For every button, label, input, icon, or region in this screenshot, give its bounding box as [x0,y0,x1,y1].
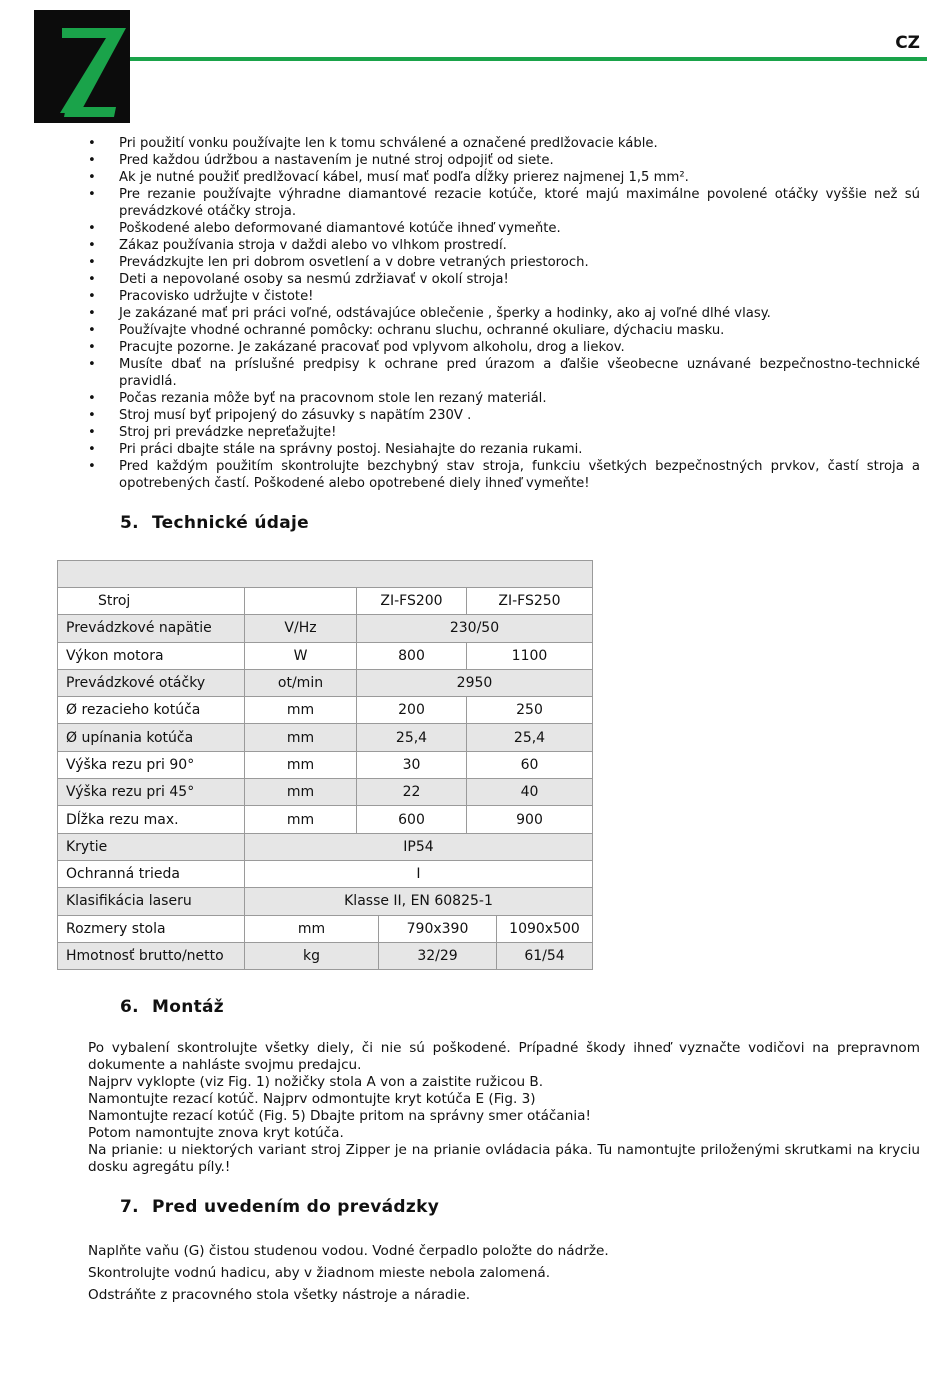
section-title: Pred uvedením do prevádzky [152,1197,440,1217]
list-item: • Pri práci dbajte stále na správny postoj. Nesiahajte do rezania rukami. [88,441,920,458]
paragraph: Namontujte rezací kotúč (Fig. 5) Dbajte pritom na správny smer otáčania! [88,1108,591,1124]
table-cell-unit: V/Hz [245,615,357,642]
table-cell-unit: mm [245,806,357,833]
table-cell-unit: mm [245,751,357,778]
table-cell-value: 600 [357,806,467,833]
table-cell-value: 230/50 [357,615,593,642]
table-blank-header [58,561,593,588]
table-row [58,615,593,642]
list-item: • Pri použití vonku používajte len k tomu schválené a označené predlžovacie káble. [88,135,920,152]
table-cell-value: IP54 [245,833,593,860]
table-cell-label: Prevádzkové otáčky [58,669,245,696]
paragraph: Po vybalení skontrolujte všetky diely, či nie sú poškodené. Prípadné škody ihneď vyznačte vodičovi na prepravnom dokumente a nahláste svojmu predajcu. [88,1040,920,1073]
section-heading-before-operation [120,1197,439,1217]
table-cell-unit [245,588,357,615]
safety-bullet-list [88,135,920,492]
table-cell-label: Hmotnosť brutto/netto [58,942,245,969]
table-cell-value: 61/54 [497,942,593,969]
table-cell-label: Krytie [58,833,245,860]
section-number: 7. [120,1197,139,1217]
list-item: • Prevádzkujte len pri dobrom osvetlení a v dobre vetraných priestoroch. [88,254,920,271]
table-cell-label: Prevádzkové napätie [58,615,245,642]
table-cell-value: Klasse II, EN 60825-1 [245,888,593,915]
table-cell-value: 2950 [357,669,593,696]
table-row [58,724,593,751]
table-cell-unit: mm [245,915,379,942]
table-row [58,806,593,833]
paragraph: Skontrolujte vodnú hadicu, aby v žiadnom mieste nebola zalomená. [88,1265,551,1281]
list-item: • Poškodené alebo deformované diamantové kotúče ihneď vymeňte. [88,220,920,237]
section-heading-assembly [120,997,224,1017]
table-cell-unit: mm [245,697,357,724]
paragraph: Potom namontujte znova kryt kotúča. [88,1125,344,1141]
list-item: • Ak je nutné použiť predlžovací kábel, musí mať podľa dĺžky prierez najmenej 1,5 mm². [88,169,920,186]
list-item: • Je zakázané mať pri práci voľné, odstávajúce oblečenie , šperky a hodinky, ako aj voľné dlhé vlasy. [88,305,920,322]
table-cell-label: Výška rezu pri 90° [58,751,245,778]
table-cell-unit: kg [245,942,379,969]
technical-data-table [57,560,593,970]
list-item: • Musíte dbať na príslušné predpisy k ochrane pred úrazom a ďalšie všeobecne uznávané bezpečnostno-technické pravidlá. [88,356,920,390]
before-operation-text [88,1243,920,1309]
list-item: • Pracujte pozorne. Je zakázané pracovať pod vplyvom alkoholu, drog a liekov. [88,339,920,356]
list-item: • Pre rezanie používajte výhradne diamantové rezacie kotúče, ktoré majú maximálne povolené otáčky vyššie než sú prevádzkové otáčky stroja. [88,186,920,220]
paragraph: Namontujte rezací kotúč. Najprv odmontujte kryt kotúča E (Fig. 3) [88,1091,536,1107]
table-cell-value: 32/29 [379,942,497,969]
table-cell-unit: mm [245,724,357,751]
table-cell-value: 1100 [467,642,593,669]
table-cell-unit: W [245,642,357,669]
table-row [58,942,593,969]
list-item: • Stroj musí byť pripojený do zásuvky s napätím 230V . [88,407,920,424]
table-cell-value: 25,4 [467,724,593,751]
table-cell-value: 22 [357,779,467,806]
list-item: • Počas rezania môže byť na pracovnom stole len rezaný materiál. [88,390,920,407]
table-cell-value: 25,4 [357,724,467,751]
table-cell-unit: ot/min [245,669,357,696]
table-row [58,669,593,696]
table-row [58,751,593,778]
table-cell-value: 1090x500 [497,915,593,942]
header-rule [130,57,927,61]
table-cell-label: Dĺžka rezu max. [58,806,245,833]
section-number: 6. [120,997,139,1017]
section-number: 5. [120,513,139,533]
table-row [58,561,593,588]
table-row [58,833,593,860]
table-cell-label: Výška rezu pri 45° [58,779,245,806]
list-item: • Deti a nepovolané osoby sa nesmú zdržiavať v okolí stroja! [88,271,920,288]
list-item: • Pred každou údržbou a nastavením je nutné stroj odpojiť od siete. [88,152,920,169]
table-row [58,779,593,806]
section-title: Montáž [152,997,224,1017]
table-row [58,888,593,915]
table-cell-label: Ø upínania kotúča [58,724,245,751]
table-row [58,860,593,887]
table-cell-value: 250 [467,697,593,724]
paragraph: Odstráňte z pracovného stola všetky nástroje a náradie. [88,1287,471,1303]
z-logo-icon [34,10,130,123]
table-cell-label: Ø rezacieho kotúča [58,697,245,724]
table-cell-value: 790x390 [379,915,497,942]
table-cell-value: 800 [357,642,467,669]
table-cell-label: Výkon motora [58,642,245,669]
table-row [58,697,593,724]
table-cell-model: ZI-FS200 [357,588,467,615]
table-cell-label: Rozmery stola [58,915,245,942]
table-cell-value: 40 [467,779,593,806]
paragraph: Na prianie: u niektorých variant stroj Zipper je na prianie ovládacia páka. Tu namontujte priloženými skrutkami na kryciu dosku agregátu píly.! [88,1142,920,1175]
list-item: • Stroj pri prevádzke nepreťažujte! [88,424,920,441]
table-cell-value: 60 [467,751,593,778]
table-cell-model: ZI-FS250 [467,588,593,615]
table-cell-value: 200 [357,697,467,724]
zipper-logo [34,10,130,123]
assembly-text [88,1040,920,1176]
list-item: • Pracovisko udržujte v čistote! [88,288,920,305]
table-cell-label: Klasifikácia laseru [58,888,245,915]
section-title: Technické údaje [152,513,309,533]
table-cell-label: Stroj [58,588,245,615]
table-row [58,588,593,615]
list-item: • Zákaz používania stroja v daždi alebo vo vlhkom prostredí. [88,237,920,254]
list-item: • Pred každým použitím skontrolujte bezchybný stav stroja, funkciu všetkých bezpečnostných prvkov, častí stroja a opotrebených častí. Poškodené alebo opotrebené diely ihneď vymeňte! [88,458,920,492]
table-row [58,642,593,669]
table-cell-label: Ochranná trieda [58,860,245,887]
section-heading-technical-data [120,513,309,533]
paragraph: Naplňte vaňu (G) čistou studenou vodou. Vodné čerpadlo položte do nádrže. [88,1243,609,1259]
table-cell-value: 30 [357,751,467,778]
language-code: CZ [895,33,920,53]
list-item: • Používajte vhodné ochranné pomôcky: ochranu sluchu, ochranné okuliare, dýchaciu masku. [88,322,920,339]
table-cell-value: I [245,860,593,887]
paragraph: Najprv vyklopte (viz Fig. 1) nožičky stola A von a zaistite ružicou B. [88,1074,544,1090]
table-cell-value: 900 [467,806,593,833]
table-row [58,915,593,942]
table-cell-unit: mm [245,779,357,806]
